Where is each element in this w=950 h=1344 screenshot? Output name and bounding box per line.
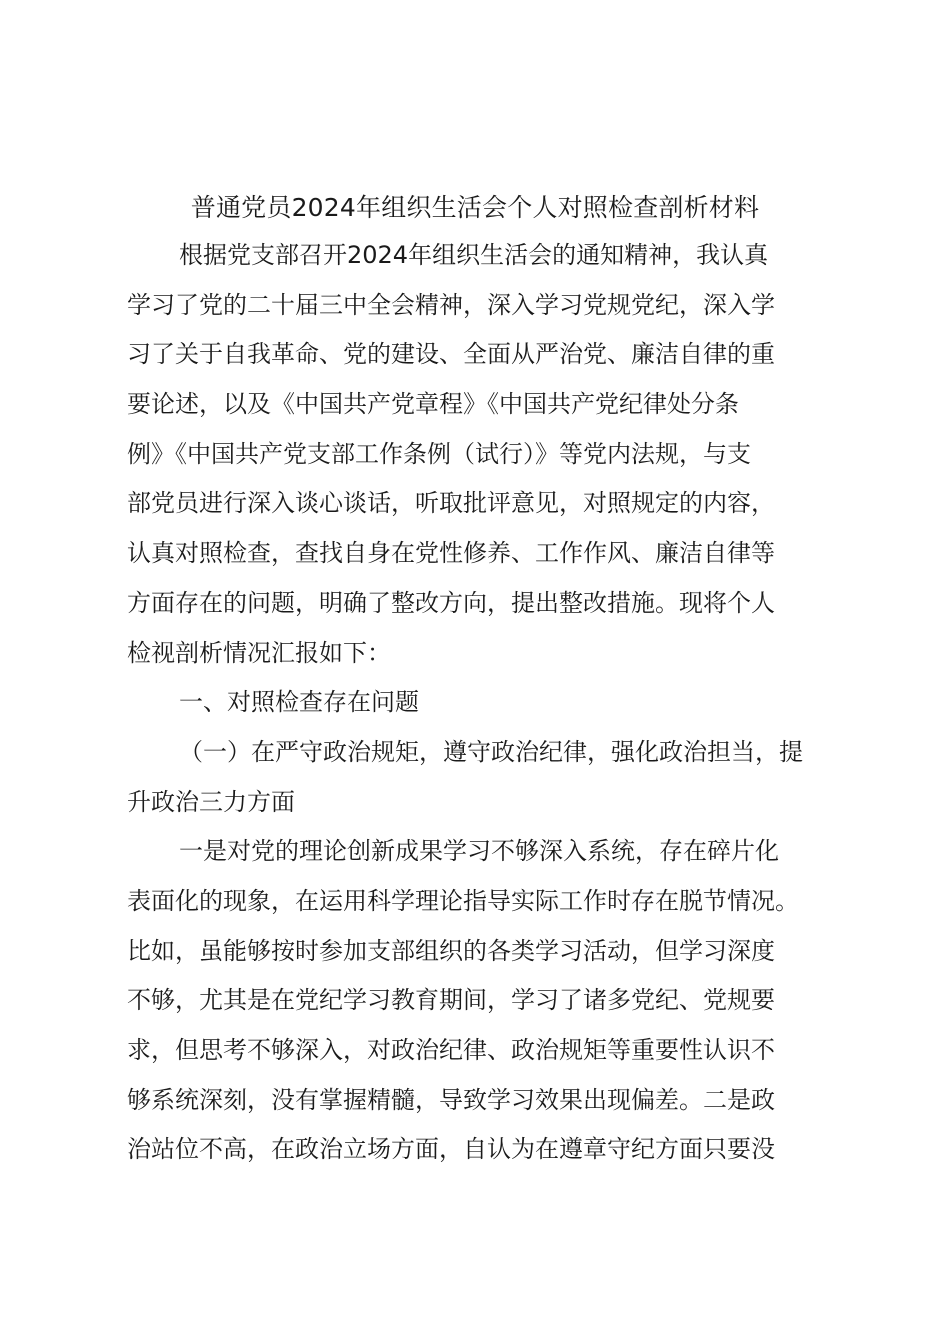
paragraph-line: 表面化的现象，在运用科学理论指导实际工作时存在脱节情况。 — [127, 886, 799, 915]
paragraph-line: 方面存在的问题，明确了整改方向，提出整改措施。现将个人 — [127, 588, 775, 617]
paragraph-line: 检视剖析情况汇报如下： — [127, 638, 391, 667]
paragraph-line: 一是对党的理论创新成果学习不够深入系统，存在碎片化 — [179, 837, 779, 866]
document-title: 普通党员2024年组织生活会个人对照检查剖析材料 — [190, 193, 760, 222]
paragraph-line: 部党员进行深入谈心谈话，听取批评意见，对照规定的内容， — [127, 489, 775, 518]
paragraph-line: 根据党支部召开2024年组织生活会的通知精神，我认真 — [179, 241, 769, 269]
subsection-heading: （一）在严守政治规矩，遵守政治纪律，强化政治担当，提 — [179, 737, 803, 766]
document-body — [127, 231, 837, 1175]
paragraph-line: 学习了党的二十届三中全会精神，深入学习党规党纪，深入学 — [127, 290, 775, 319]
paragraph-line: 习了关于自我革命、党的建设、全面从严治党、廉洁自律的重 — [127, 340, 775, 369]
paragraph-line: 不够，尤其是在党纪学习教育期间，学习了诸多党纪、党规要 — [127, 986, 775, 1015]
paragraph-line: 例》《中国共产党支部工作条例（试行）》等党内法规，与支 — [127, 439, 751, 468]
paragraph-line: 要论述，以及《中国共产党章程》《中国共产党纪律处分条 — [127, 390, 739, 419]
paragraph-line: 求，但思考不够深入，对政治纪律、政治规矩等重要性认识不 — [127, 1036, 775, 1064]
subsection-heading: 升政治三力方面 — [127, 787, 295, 816]
paragraph-line: 认真对照检查，查找自身在党性修养、工作作风、廉洁自律等 — [127, 539, 775, 568]
paragraph-line: 治站位不高，在政治立场方面，自认为在遵章守纪方面只要没 — [127, 1135, 775, 1164]
section-heading: 一、对照检查存在问题 — [179, 688, 419, 717]
paragraph-line: 够系统深刻，没有掌握精髓，导致学习效果出现偏差。二是政 — [127, 1085, 775, 1114]
paragraph-line: 比如，虽能够按时参加支部组织的各类学习活动，但学习深度 — [127, 936, 775, 965]
